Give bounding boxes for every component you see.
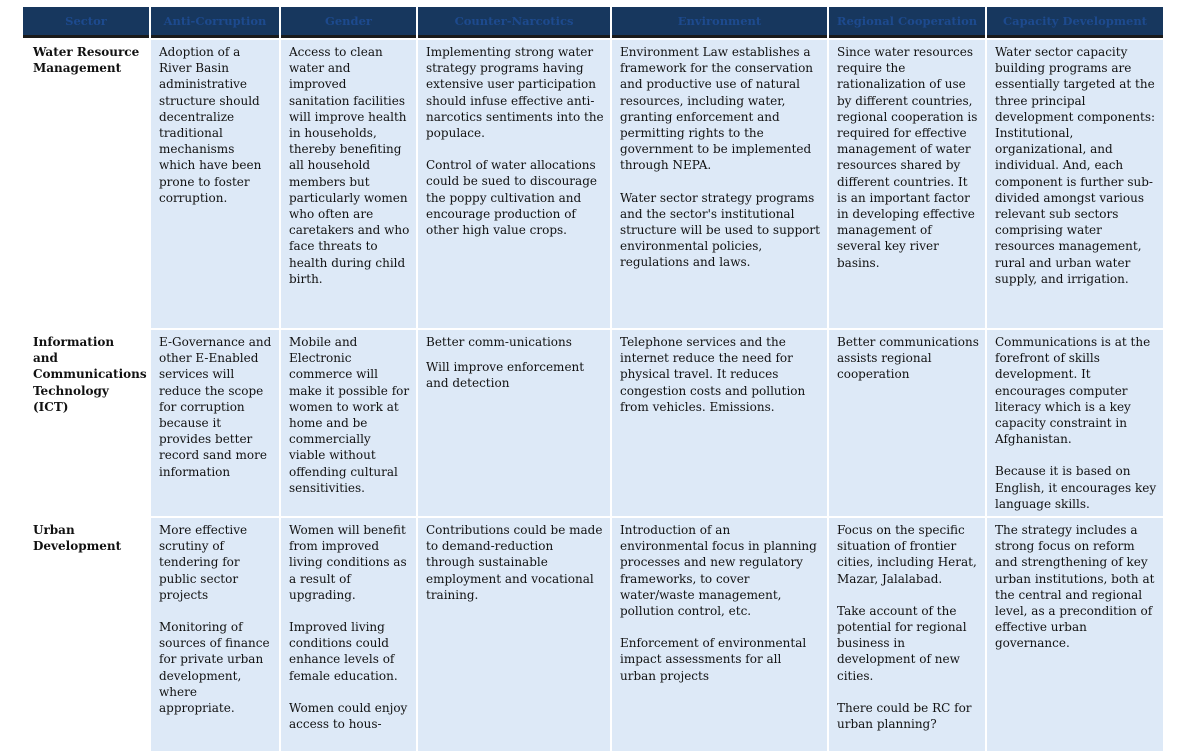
gender-cell [281,330,416,516]
environment-cell [612,330,827,516]
anti-corruption-cell [151,40,279,328]
cell-paragraph: Telephone services and the internet reduce the need for physical travel. It reduces congestion costs and pollution from vehicles. Emissions. [620,335,806,414]
table-row [23,330,1163,516]
cell-paragraph: Environment Law establishes a framework for the conservation and productive use of natural resources, including water, granting enforcement and permitting rights to the government to be implemented through NEPA. [620,45,814,173]
cell-paragraph: Monitoring of sources of finance for private urban development, where appropriate. [159,620,270,716]
sector-cell: Urban Development [23,518,149,751]
gender-cell [281,40,416,328]
counter-narcotics-cell [418,40,610,328]
cell-paragraph: Will improve enforcement and detection [426,360,585,391]
cell-paragraph: Mobile and Electronic commerce will make it possible for women to work at home and be commercially viable without offending cultural sensitivities. [289,335,410,495]
header-row [23,7,1163,38]
cell-paragraph: Adoption of a River Basin administrative structure should decentralize traditional mechanisms which have been prone to foster corruption. [159,45,262,205]
cell-paragraph: Improved living conditions could enhance levels of female education. [289,620,398,683]
header-counter-narcotics: Counter-Narcotics [418,7,610,38]
regional-cooperation-cell [829,40,985,328]
cell-paragraph: Because it is based on English, it encourages key language skills. [995,464,1157,511]
cell-paragraph: Control of water allocations could be sued to discourage the poppy cultivation and encourage production of other high value crops. [426,158,597,238]
environment-cell [612,40,827,328]
sector-matrix-table [21,5,1165,753]
cell-paragraph: Access to clean water and improved sanitation facilities will improve health in households, thereby benefiting all household members but particularly women who often are caretakers and who face threats to health during child birth. [289,45,410,286]
cell-paragraph: Water sector strategy programs and the sector's institutional structure will be used to support environmental policies, regulations and laws. [620,190,820,270]
cell-paragraph: Enforcement of environmental impact assessments for all urban projects [620,636,807,683]
table-row [23,518,1163,751]
header-anti-corruption: Anti-Corruption [151,7,279,38]
environment-cell [612,518,827,751]
capacity-development-cell [987,518,1163,751]
cell-paragraph: Take account of the potential for regional business in development of new cities. [837,603,967,683]
cell-paragraph: Contributions could be made to demand-reduction through sustainable employment and vocational training. [426,523,603,602]
cell-paragraph: Women could enjoy access to hous- [289,700,408,732]
capacity-development-cell [987,40,1163,328]
header-sector: Sector [23,7,149,38]
header-environment: Environment [612,7,827,38]
anti-corruption-cell [151,330,279,516]
header-regional-cooperation: Regional Cooperation [829,7,985,38]
sector-cell: Information and Communications Technology (ICT) [23,330,149,516]
cell-paragraph: Better communications assists regional cooperation [837,335,979,382]
table-row [23,40,1163,328]
capacity-development-cell [987,330,1163,516]
regional-cooperation-cell [829,330,985,516]
cell-paragraph: The strategy includes a strong focus on reform and strengthening of key urban institutions, both at the central and regional level, as a precondition of effective urban governance. [995,523,1155,651]
cell-paragraph: Since water resources require the rationalization of use by different countries, regional cooperation is required for effective management of water resources shared by different countries. It is an important factor in developing effective management of several key river basins. [837,45,978,270]
counter-narcotics-cell [418,330,610,516]
cell-paragraph: Women will benefit from improved living conditions as a result of upgrading. [289,523,407,602]
cell-paragraph: Focus on the specific situation of frontier cities, including Herat, Mazar, Jalalabad. [837,523,977,586]
cell-paragraph: More effective scrutiny of tendering for public sector projects [159,523,248,602]
cell-paragraph: There could be RC for urban planning? [837,700,972,732]
header-gender: Gender [281,7,416,38]
cell-paragraph: E-Governance and other E-Enabled services will reduce the scope for corruption because it provides better record sand more information [159,335,272,479]
cell-paragraph: Communications is at the forefront of skills development. It encourages computer literacy which is a key capacity constraint in Afghanistan. [995,335,1151,447]
counter-narcotics-cell [418,518,610,751]
matrix-table-container [23,5,1167,753]
sector-cell: Water Resource Management [23,40,149,328]
header-capacity-development: Capacity Development [987,7,1163,38]
gender-cell [281,518,416,751]
cell-paragraph: Introduction of an environmental focus in planning processes and new regulatory frameworks, to cover water/waste management, pollution control, etc. [620,523,817,619]
cell-paragraph: Implementing strong water strategy programs having extensive user participation should infuse effective anti-narcotics sentiments into the populace. [426,45,604,141]
cell-paragraph: Water sector capacity building programs are essentially targeted at the three principal development components: Institutional, organizational, and individual. And, each component is further sub-divided amongst various relevant sub sectors comprising water resources management, rural and urban water supply, and irrigation. [995,45,1156,286]
anti-corruption-cell [151,518,279,751]
cell-paragraph: Better comm-unications [426,335,572,349]
regional-cooperation-cell [829,518,985,751]
